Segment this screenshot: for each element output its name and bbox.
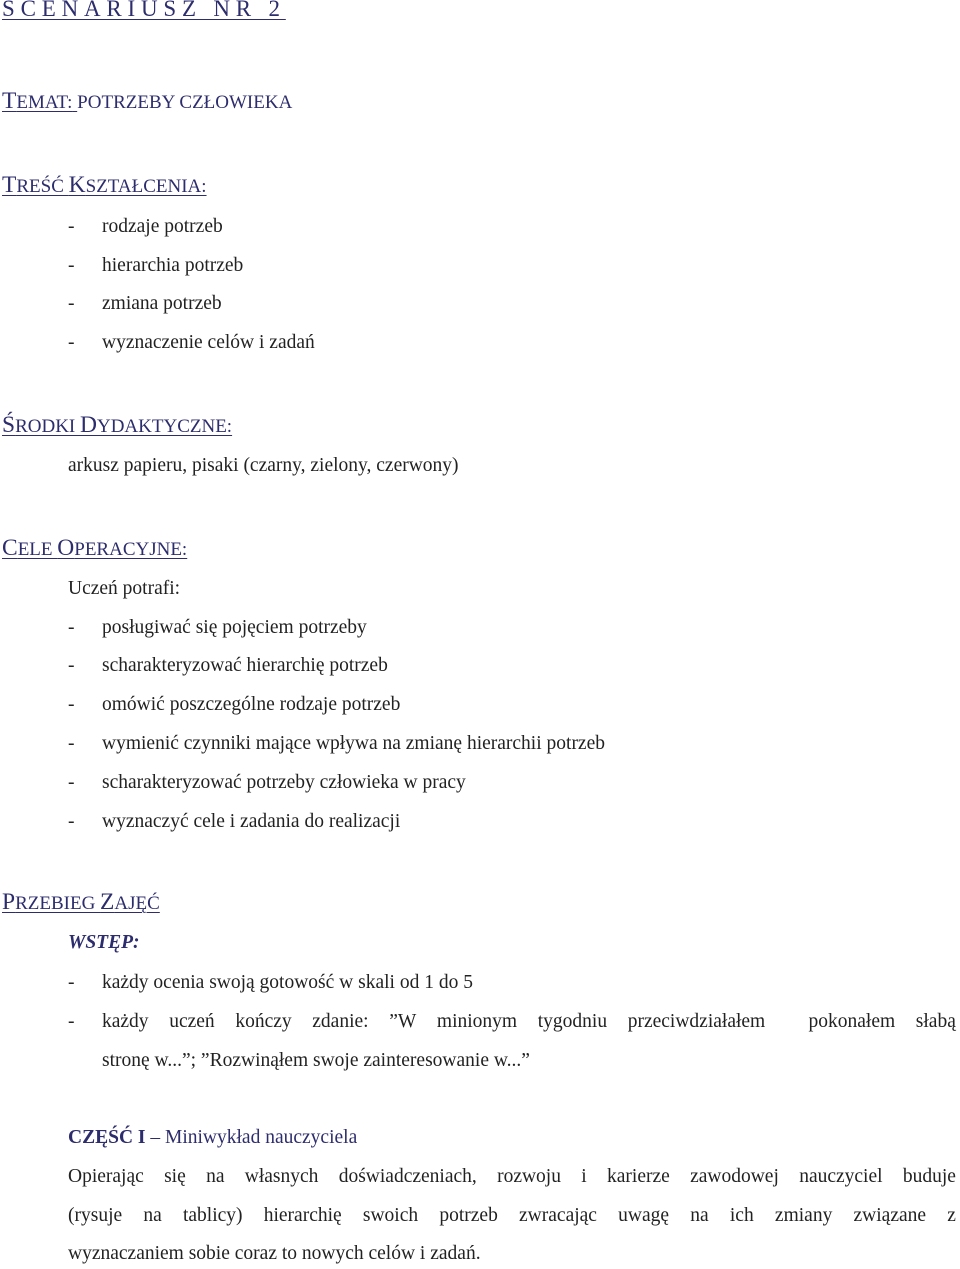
intro-item: każdy ocenia swoją gotowość w skali od 1 do 5 [102,972,473,993]
list-bullet: - [68,694,75,715]
means-heading: ŚRODKI DYDAKTYCZNE: [2,412,233,438]
goal-item: wymienić czynniki mające wpływa na zmianę hierarchii potrzeb [102,733,605,754]
paragraph-line: wyznaczaniem sobie coraz to nowych celów i zadań. [68,1243,481,1264]
content-item: wyznaczenie celów i zadań [102,332,315,353]
list-bullet: - [68,332,75,353]
intro-heading: WSTĘP: [68,932,140,953]
list-bullet: - [68,655,75,676]
content-item: rodzaje potrzeb [102,216,223,237]
intro-item-line: każdy uczeń kończy zdanie: ”W minionym tygodniu przeciwdziałałem pokonałem słabą [102,1011,956,1032]
list-bullet: - [68,293,75,314]
goals-heading: CELE OPERACYJNE: [2,535,188,561]
course-heading: PRZEBIEG ZAJĘĆ [2,889,160,915]
content-heading: TREŚĆ KSZTAŁCENIA: [2,172,207,198]
document-title: SCENARIUSZ NR 2 [2,0,286,21]
topic-value: POTRZEBY CZŁOWIEKA [77,92,293,113]
goal-item: omówić poszczególne rodzaje potrzeb [102,694,401,715]
list-bullet: - [68,216,75,237]
list-bullet: - [68,617,75,638]
goal-item: scharakteryzować potrzeby człowieka w pracy [102,772,466,793]
list-bullet: - [68,811,75,832]
paragraph-line: (rysuje na tablicy) hierarchię swoich potrzeb zwracając uwagę na ich zmiany związane z [68,1205,956,1226]
paragraph-line: Opierając się na własnych doświadczeniach, rozwoju i karierze zawodowej nauczyciel buduje [68,1166,956,1187]
intro-item-line: stronę w...”; ”Rozwinąłem swoje zainteresowanie w...” [102,1050,530,1071]
part-heading: CZĘŚĆ I – Miniwykład nauczyciela [68,1127,358,1148]
list-bullet: - [68,972,75,993]
list-bullet: - [68,733,75,754]
list-bullet: - [68,255,75,276]
goals-intro: Uczeń potrafi: [68,578,181,599]
goal-item: posługiwać się pojęciem potrzeby [102,617,367,638]
goal-item: scharakteryzować hierarchię potrzeb [102,655,388,676]
content-item: hierarchia potrzeb [102,255,244,276]
list-bullet: - [68,1011,75,1032]
topic-heading: TEMAT: POTRZEBY CZŁOWIEKA [2,88,293,114]
goal-item: wyznaczyć cele i zadania do realizacji [102,811,401,832]
list-bullet: - [68,772,75,793]
means-text: arkusz papieru, pisaki (czarny, zielony, czerwony) [68,455,459,476]
content-item: zmiana potrzeb [102,293,222,314]
